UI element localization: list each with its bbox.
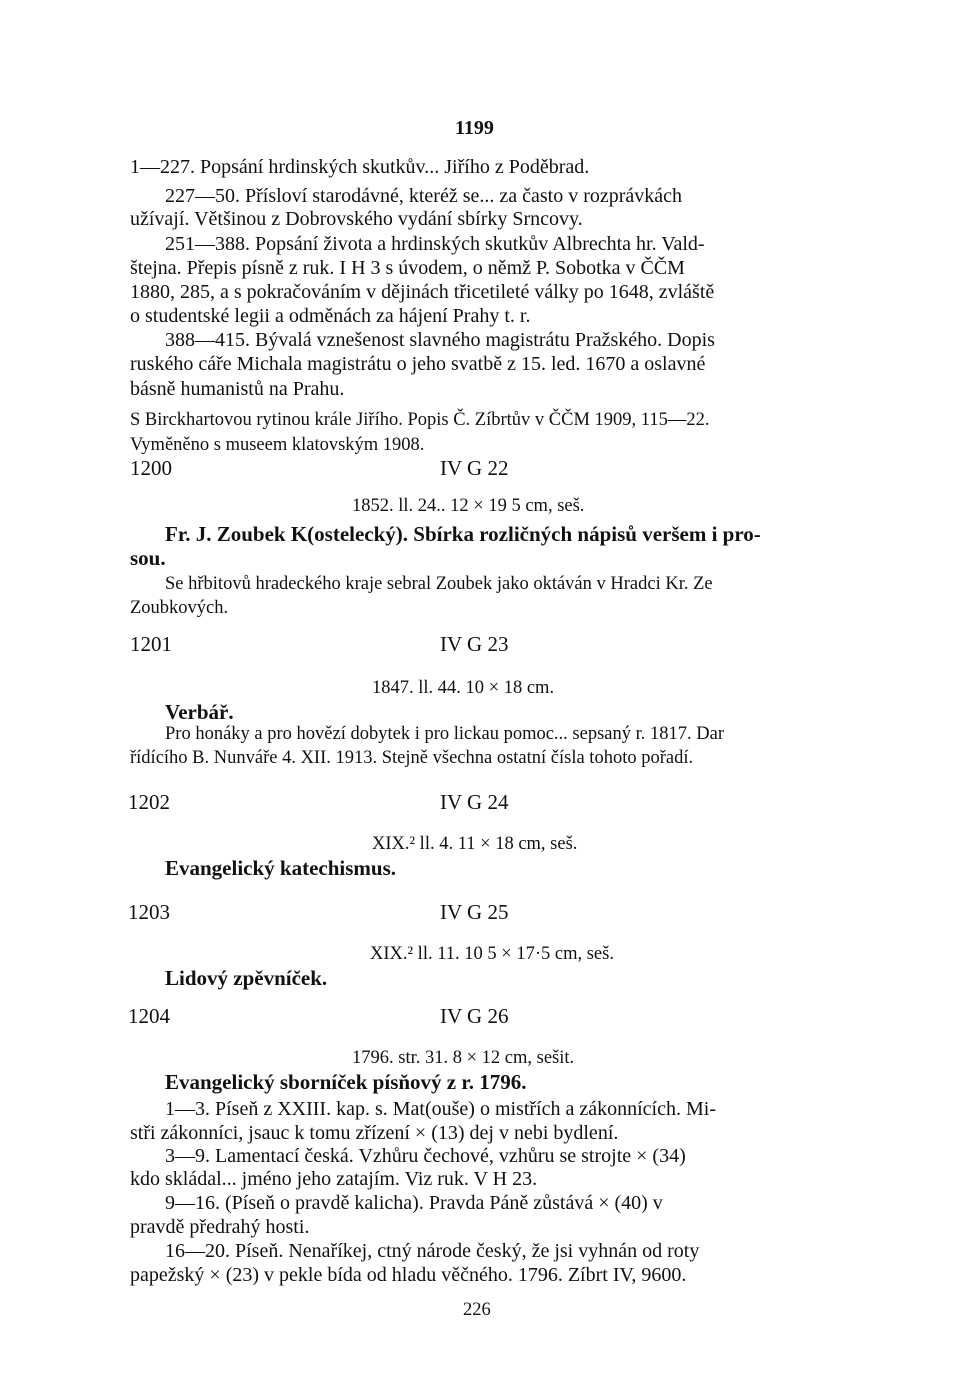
entry-line: užívají. Většinou z Dobrovského vydání sbírky Srncovy. bbox=[130, 208, 583, 230]
entry-title: Evangelický sborníček písňový z r. 1796. bbox=[165, 1070, 527, 1094]
entry-title: Fr. J. Zoubek K(ostelecký). Sbírka rozličných nápisů veršem i pro- bbox=[165, 522, 761, 546]
entry-line: 1880, 285, a s pokračováním v dějinách třicetileté války po 1648, zvláště bbox=[130, 281, 715, 303]
entry-note: Se hřbitovů hradeckého kraje sebral Zoubek jako oktáván v Hradci Kr. Ze bbox=[165, 574, 713, 594]
entry-note: Zoubkových. bbox=[130, 598, 229, 618]
entry-title: Evangelický katechismus. bbox=[165, 856, 397, 880]
shelfmark: IV G 22 bbox=[440, 456, 509, 480]
entry-number: 1204 bbox=[128, 1004, 170, 1028]
entry-line: 16—20. Píseň. Nenaříkej, ctný národe český, že jsi vyhnán od roty bbox=[165, 1240, 700, 1262]
entry-line: 3—9. Lamentací česká. Vzhůru čechové, vzhůru se strojte × (34) bbox=[165, 1145, 686, 1167]
entry-note: řídícího B. Nunváře 4. XII. 1913. Stejně všechna ostatní čísla tohoto pořadí. bbox=[130, 748, 694, 768]
entry-line: básně humanistů na Prahu. bbox=[130, 378, 345, 400]
entry-line: 1—227. Popsání hrdinských skutkův... Jiřího z Poděbrad. bbox=[130, 156, 590, 178]
entry-line: papežský × (23) v pekle bída od hladu věčného. 1796. Zíbrt IV, 9600. bbox=[130, 1264, 687, 1286]
entry-line: štejna. Přepis písně z ruk. I H 3 s úvodem, o němž P. Sobotka v ČČM bbox=[130, 257, 685, 279]
entry-line: stři zákonníci, jsauc k tomu zřízení × (13) dej v nebi bydlení. bbox=[130, 1122, 619, 1144]
physical-description: XIX.² ll. 4. 11 × 18 cm, seš. bbox=[372, 834, 578, 854]
entry-number: 1201 bbox=[130, 632, 172, 656]
entry-line: o studentské legii a odměnách za hájení Prahy t. r. bbox=[130, 305, 531, 327]
shelfmark: IV G 23 bbox=[440, 632, 509, 656]
physical-description: 1796. str. 31. 8 × 12 cm, sešit. bbox=[352, 1048, 575, 1068]
shelfmark: IV G 24 bbox=[440, 790, 509, 814]
physical-description: XIX.² ll. 11. 10 5 × 17·5 cm, seš. bbox=[370, 944, 614, 964]
entry-line: ruského cáře Michala magistrátu o jeho svatbě z 15. led. 1670 a oslavné bbox=[130, 353, 706, 375]
shelfmark: IV G 25 bbox=[440, 900, 509, 924]
entry-note: Vyměněno s museem klatovským 1908. bbox=[130, 435, 425, 455]
entry-note: Pro honáky a pro hovězí dobytek i pro lickau pomoc... sepsaný r. 1817. Dar bbox=[165, 724, 724, 744]
entry-number: 1200 bbox=[130, 456, 172, 480]
entry-title: Lidový zpěvníček. bbox=[165, 966, 328, 990]
entry-title: sou. bbox=[130, 546, 166, 570]
page-number-top: 1199 bbox=[455, 117, 494, 139]
page-number-bottom: 226 bbox=[463, 1300, 491, 1320]
entry-line: 251—388. Popsání života a hrdinských skutkův Albrechta hr. Vald- bbox=[165, 233, 705, 255]
entry-note: S Birckhartovou rytinou krále Jiřího. Popis Č. Zíbrtův v ČČM 1909, 115—22. bbox=[130, 410, 710, 430]
entry-title: Verbář. bbox=[165, 700, 234, 724]
entry-line: 1—3. Píseň z XXIII. kap. s. Mat(ouše) o mistřích a zákonnících. Mi- bbox=[165, 1098, 716, 1120]
entry-number: 1202 bbox=[128, 790, 170, 814]
physical-description: 1847. ll. 44. 10 × 18 cm. bbox=[372, 678, 555, 698]
entry-line: kdo skládal... jméno jeho zatajím. Viz ruk. V H 23. bbox=[130, 1168, 538, 1190]
entry-line: 388—415. Bývalá vznešenost slavného magistrátu Pražského. Dopis bbox=[165, 329, 715, 351]
shelfmark: IV G 26 bbox=[440, 1004, 509, 1028]
physical-description: 1852. ll. 24.. 12 × 19 5 cm, seš. bbox=[352, 496, 585, 516]
entry-line: 227—50. Přísloví starodávné, kteréž se... za často v rozprávkách bbox=[165, 185, 683, 207]
entry-line: 9—16. (Píseň o pravdě kalicha). Pravda Páně zůstává × (40) v bbox=[165, 1192, 663, 1214]
entry-line: pravdě předrahý hosti. bbox=[130, 1216, 310, 1238]
entry-number: 1203 bbox=[128, 900, 170, 924]
